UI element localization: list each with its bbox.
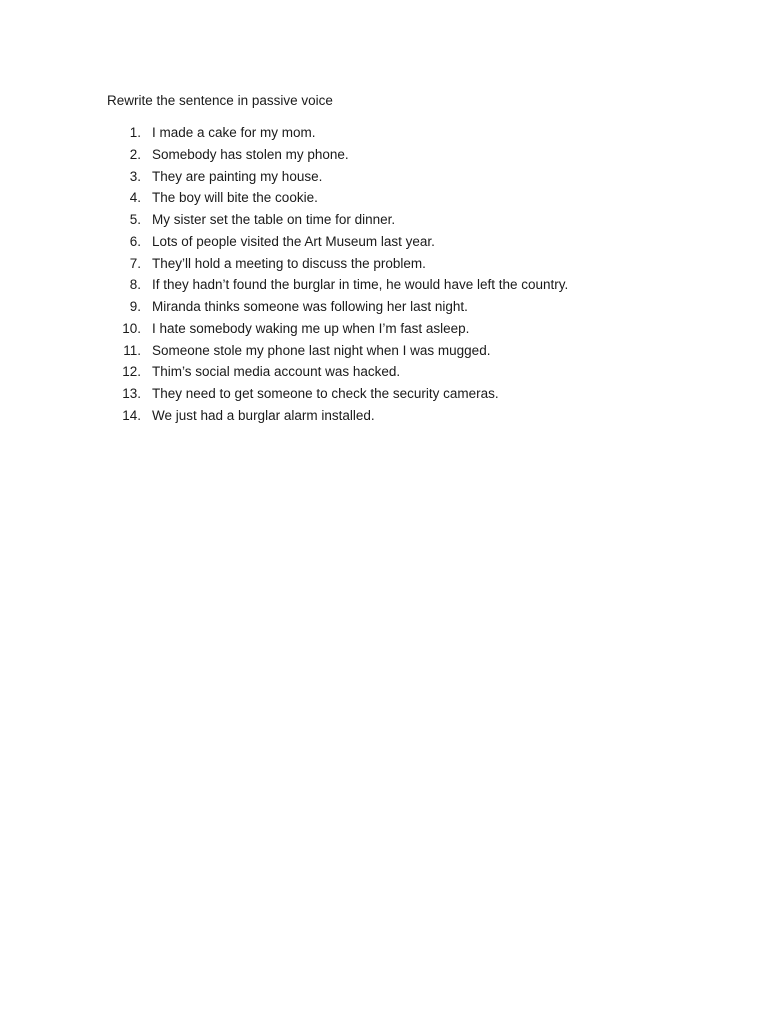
item-text: Miranda thinks someone was following her last night. [152,299,468,314]
item-number: 14. [122,407,141,423]
item-text: They’ll hold a meeting to discuss the problem. [152,255,426,271]
item-number: 2. [129,146,141,162]
exercise-list [107,124,727,429]
list-item [107,342,727,364]
item-number: 5. [129,212,141,227]
item-text: Somebody has stolen my phone. [152,146,349,162]
item-text: If they hadn’t found the burglar in time, he would have left the country. [152,277,569,293]
item-text: I hate somebody waking me up when I’m fast asleep. [152,320,470,336]
list-item [107,276,727,298]
list-item [107,320,727,342]
item-number: 12. [122,364,141,380]
list-item [107,255,727,277]
item-text: My sister set the table on time for dinner. [152,212,396,227]
item-number: 13. [122,386,141,401]
list-item [107,385,727,407]
item-text: We just had a burglar alarm installed. [152,407,375,423]
item-number: 1. [129,125,141,140]
list-item [107,146,727,168]
list-item [107,189,727,211]
item-text: The boy will bite the cookie. [152,190,318,206]
item-text: I made a cake for my mom. [152,125,316,140]
item-number: 6. [129,233,141,249]
item-number: 3. [129,168,141,184]
item-text: They need to get someone to check the security cameras. [152,386,499,401]
item-number: 11. [123,342,141,358]
list-item [107,363,727,385]
item-text: Someone stole my phone last night when I was mugged. [152,342,491,358]
item-text: They are painting my house. [152,168,323,184]
list-item [107,168,727,190]
item-number: 10. [122,320,141,336]
list-item [107,124,727,146]
item-text: Lots of people visited the Art Museum last year. [152,233,435,249]
list-item [107,233,727,255]
item-number: 7. [129,255,141,271]
list-item [107,211,727,233]
list-item [107,298,727,320]
page-title: Rewrite the sentence in passive voice [107,93,333,108]
item-number: 8. [129,277,141,293]
item-number: 4. [129,190,141,206]
item-text: Thim’s social media account was hacked. [152,364,401,380]
list-item [107,407,727,429]
item-number: 9. [129,299,141,314]
